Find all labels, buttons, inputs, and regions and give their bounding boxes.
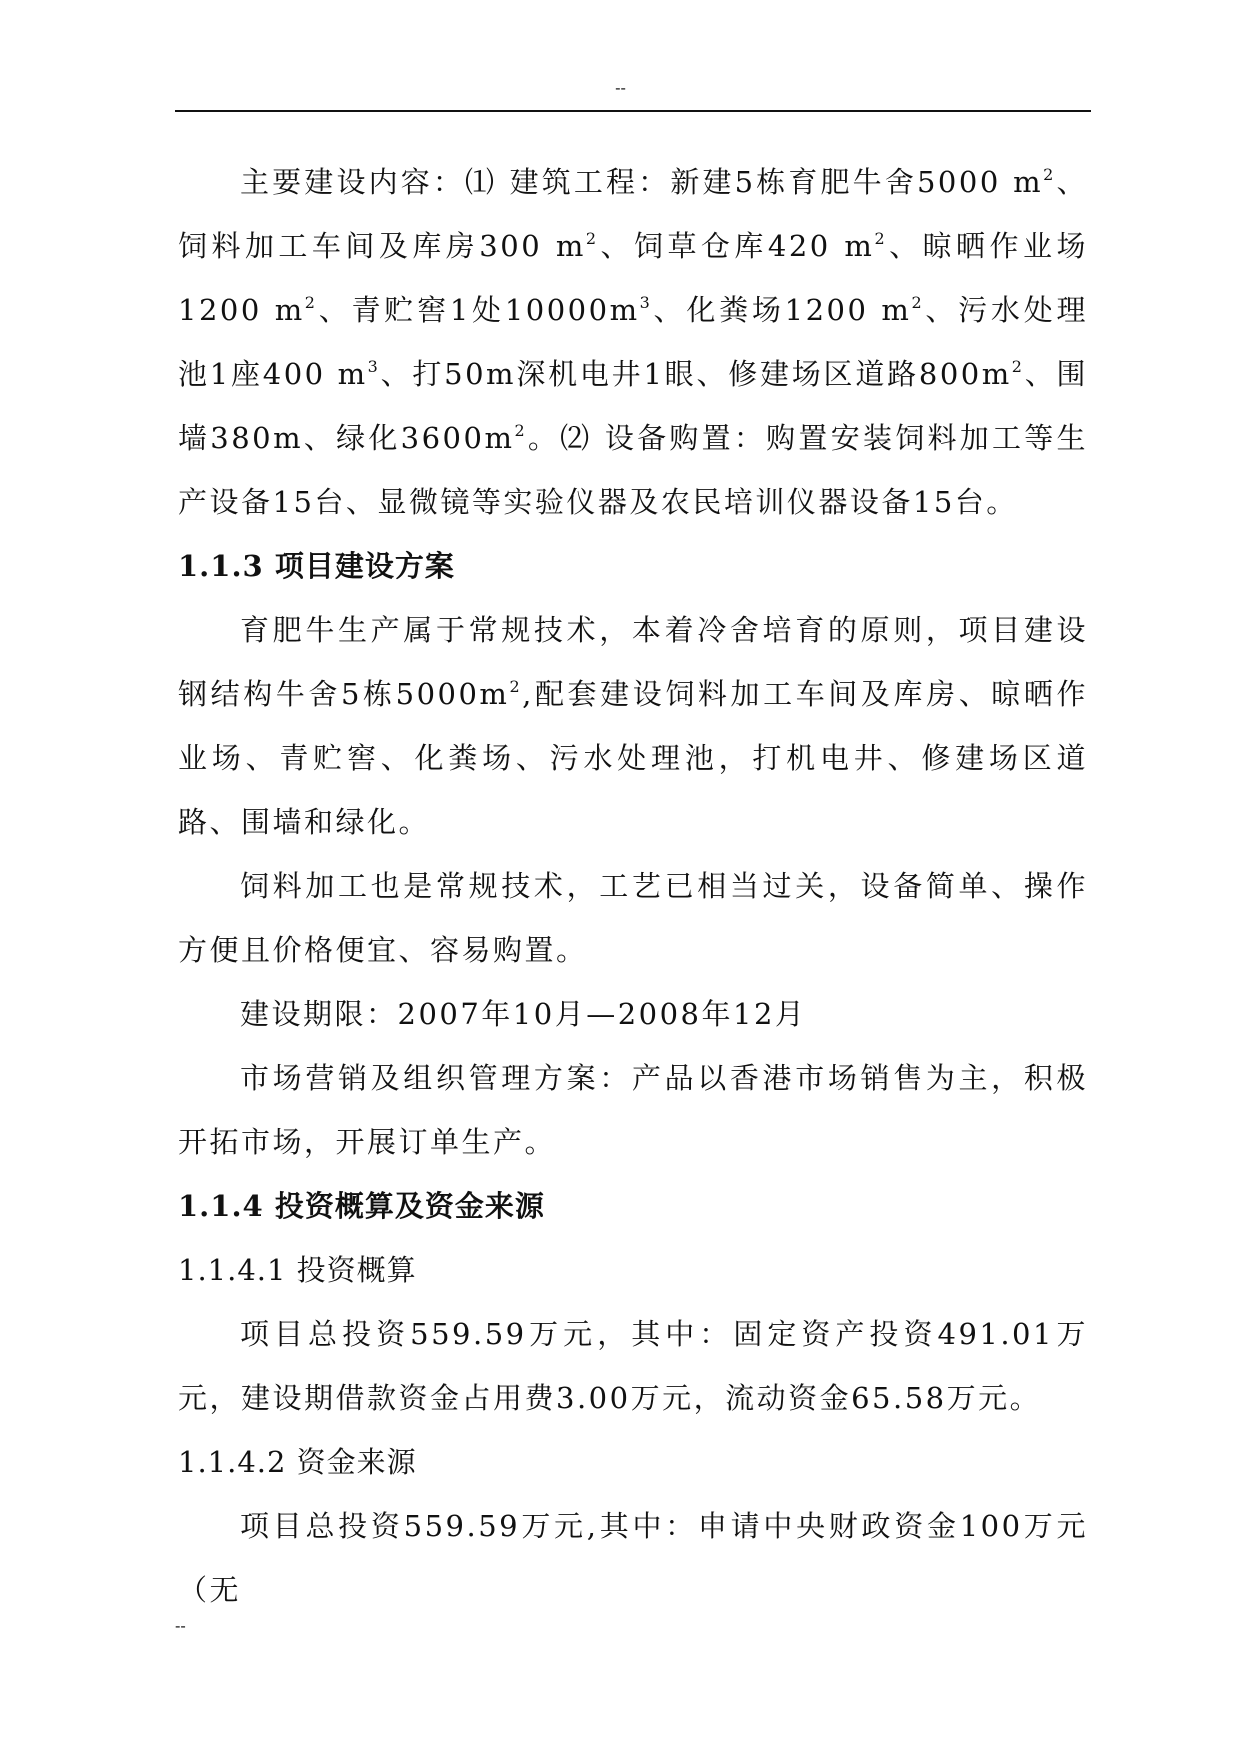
- superscript: 2: [874, 229, 888, 248]
- superscript: 2: [911, 293, 925, 312]
- document-body: [178, 150, 1088, 1622]
- text-run: 、饲料加工车间及库房300 m: [178, 165, 1088, 263]
- superscript: 2: [1043, 165, 1056, 184]
- paragraph-investment-estimate: 项目总投资559.59万元，其中：固定资产投资491.01万元，建设期借款资金占用费3.00万元，流动资金65.58万元。: [178, 1317, 1088, 1415]
- section-heading-1-1-3: 1.1.3 项目建设方案: [178, 549, 455, 583]
- text-run: 、化粪场1200 m: [652, 293, 912, 327]
- superscript: 2: [1011, 357, 1025, 376]
- paragraph-marketing-plan: 市场营销及组织管理方案：产品以香港市场销售为主，积极开拓市场，开展订单生产。: [178, 1061, 1088, 1159]
- header-rule: [175, 110, 1091, 112]
- text-run: 、打50m深机电井1眼、修建场区道路800m: [380, 357, 1012, 391]
- text-run: 。⑵ 设备购置：购置安装饲料加工等生产设备15台、显微镜等实验仪器及农民培训仪器设备15台。: [178, 421, 1088, 519]
- superscript: 3: [639, 293, 653, 312]
- text-run: 、围墙380m、绿化3600m: [178, 357, 1088, 455]
- paragraph-feed-processing: 饲料加工也是常规技术，工艺已相当过关，设备简单、操作方便且价格便宜、容易购置。: [178, 869, 1088, 967]
- text-run: ,配套建设饲料加工车间及库房、晾晒作业场、青贮窖、化粪场、污水处理池，打机电井、修建场区道路、围墙和绿化。: [178, 677, 1088, 839]
- text-run: 、晾晒作业场1200 m: [178, 229, 1088, 327]
- page-header-mark: --: [615, 78, 626, 97]
- superscript: 2: [585, 229, 599, 248]
- section-heading-1-1-4: 1.1.4 投资概算及资金来源: [178, 1189, 545, 1223]
- text-run: 主要建设内容：⑴ 建筑工程：新建5栋育肥牛舍5000 m: [240, 165, 1044, 199]
- subsection-heading-1-1-4-2: 1.1.4.2 资金来源: [178, 1445, 417, 1479]
- text-run: 育肥牛生产属于常规技术，本着冷舍培育的原则，项目建设钢结构牛舍5栋5000m: [178, 613, 1088, 711]
- paragraph-construction-content: [178, 150, 1088, 534]
- subsection-heading-1-1-4-1: 1.1.4.1 投资概算: [178, 1253, 417, 1287]
- text-run: 、青贮窖1处10000m: [317, 293, 640, 327]
- text-run: 、饲草仓库420 m: [598, 229, 875, 263]
- paragraph-construction-plan: [178, 598, 1088, 854]
- paragraph-construction-period: 建设期限：2007年10月—2008年12月: [240, 997, 807, 1031]
- superscript: 2: [509, 677, 523, 696]
- superscript: 2: [514, 421, 528, 440]
- page-footer-mark: --: [175, 1616, 186, 1635]
- paragraph-funding-source: 项目总投资559.59万元,其中：申请中央财政资金100万元（无: [178, 1509, 1088, 1607]
- text-run: 、污水处理池1座400 m: [178, 293, 1088, 391]
- superscript: 2: [304, 293, 318, 312]
- superscript: 3: [367, 357, 381, 376]
